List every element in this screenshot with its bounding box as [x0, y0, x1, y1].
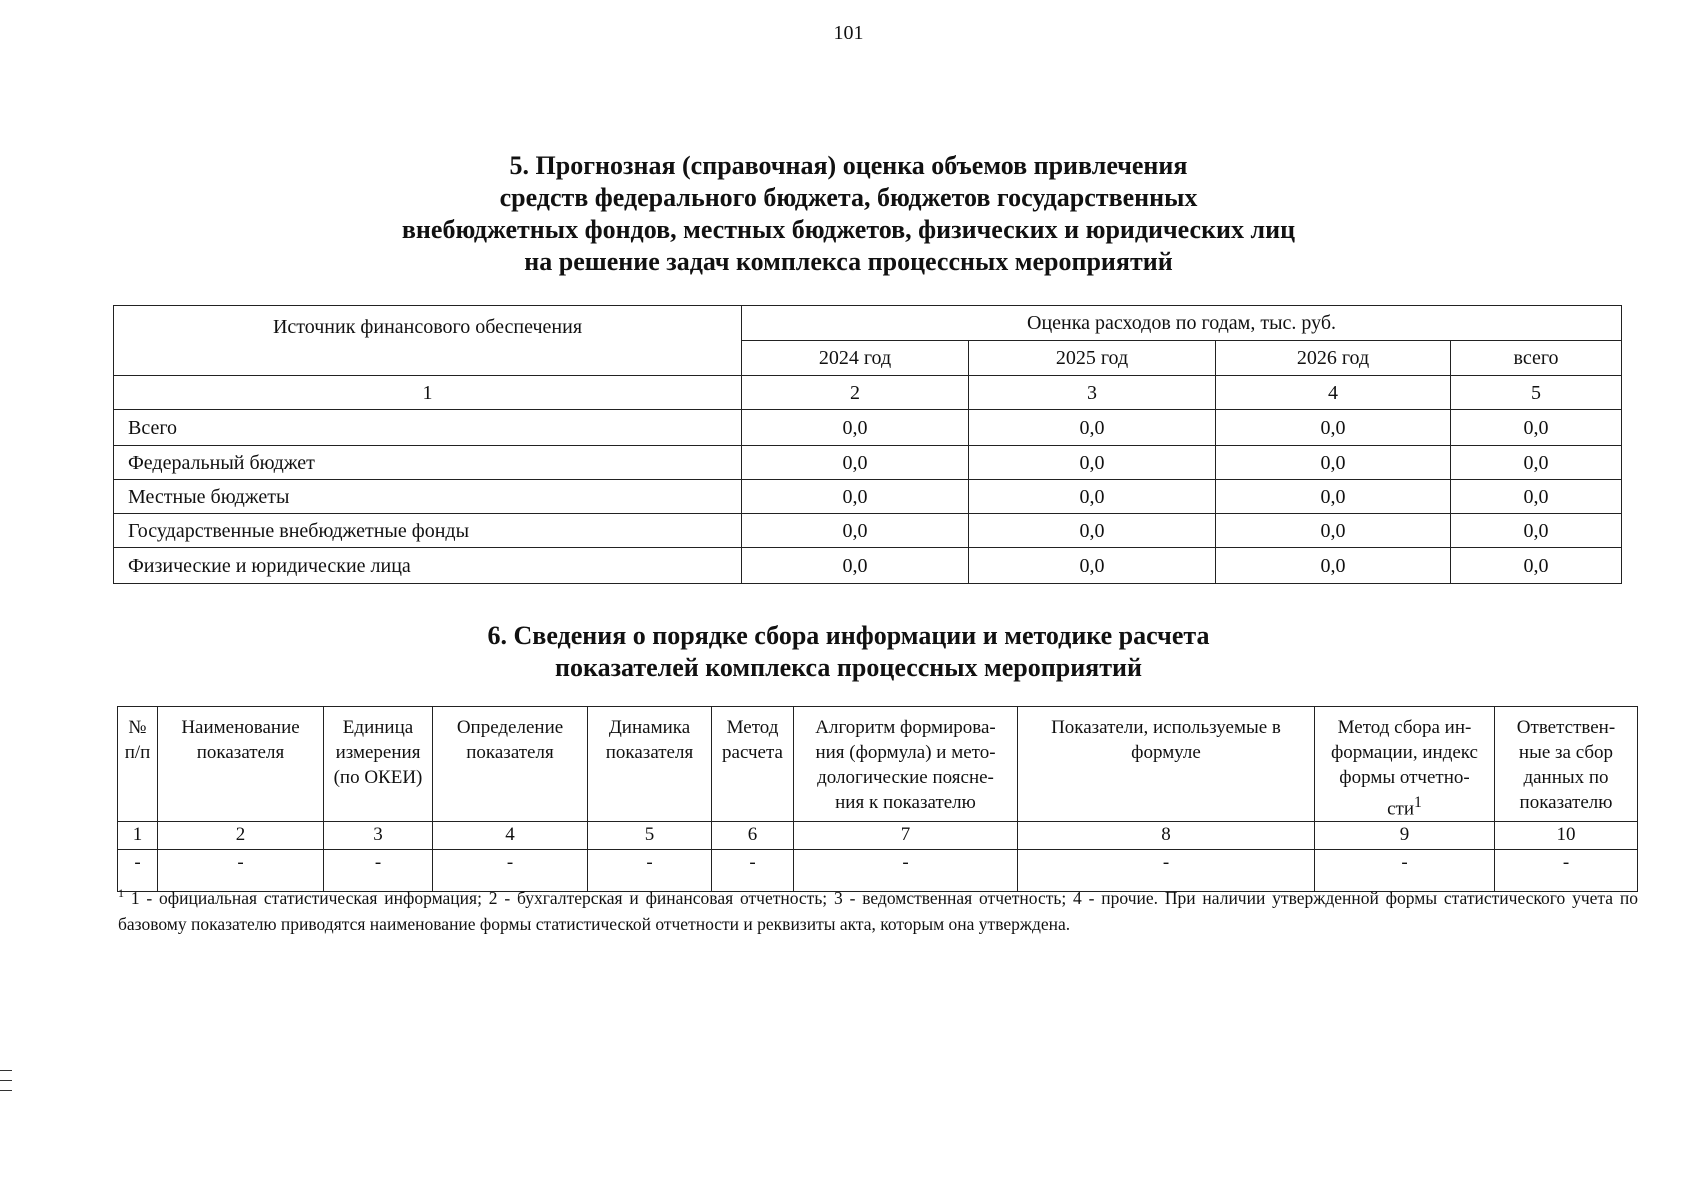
value-cell: 0,0 — [1216, 480, 1451, 514]
table-row — [114, 514, 1622, 548]
table-row — [114, 410, 1622, 446]
source-header: Источник финансового обеспечения — [114, 306, 742, 376]
header-line: показателю — [1519, 792, 1613, 813]
source-name: Федеральный бюджет — [114, 446, 742, 480]
footnote-marker: 1 — [118, 886, 124, 900]
header-line: формы отчетно- — [1339, 767, 1470, 788]
header-line: Метод — [726, 717, 779, 738]
section-5-title-line: 5. Прогнозная (справочная) оценка объемов привлечения — [509, 151, 1188, 180]
header-line: показателя — [605, 742, 694, 763]
header-collection-method — [1315, 707, 1495, 822]
column-number: 6 — [712, 822, 794, 850]
table-cell: - — [1495, 850, 1638, 892]
header-number — [118, 707, 158, 822]
table-cell: - — [1018, 850, 1315, 892]
value-cell: 0,0 — [742, 410, 969, 446]
section-6-title — [0, 620, 1697, 684]
column-number: 2 — [742, 376, 969, 410]
margin-mark — [0, 1080, 12, 1081]
value-cell: 0,0 — [1451, 480, 1622, 514]
source-name: Местные бюджеты — [114, 480, 742, 514]
value-cell: 0,0 — [1216, 548, 1451, 584]
header-line: данных по — [1523, 767, 1609, 788]
header-line: формации, индекс — [1331, 742, 1478, 763]
margin-mark — [0, 1070, 12, 1071]
value-cell: 0,0 — [742, 548, 969, 584]
table-row — [114, 548, 1622, 584]
column-number: 9 — [1315, 822, 1495, 850]
table-cell: - — [433, 850, 588, 892]
value-cell: 0,0 — [1451, 548, 1622, 584]
header-line: показателя — [466, 742, 554, 763]
header-line-text: сти — [1387, 798, 1414, 820]
value-cell: 0,0 — [1451, 410, 1622, 446]
column-number: 7 — [794, 822, 1018, 850]
header-dynamics — [588, 707, 712, 822]
value-cell: 0,0 — [1216, 410, 1451, 446]
header-line: Динамика — [608, 717, 691, 738]
header-line: Определение — [456, 717, 564, 738]
value-cell: 0,0 — [969, 410, 1216, 446]
column-number: 3 — [969, 376, 1216, 410]
column-number: 1 — [114, 376, 742, 410]
table-cell: - — [588, 850, 712, 892]
table-cell: - — [158, 850, 324, 892]
header-line: п/п — [124, 742, 151, 763]
table-cell: - — [118, 850, 158, 892]
page-number: 101 — [833, 22, 864, 44]
total-header: всего — [1451, 341, 1622, 376]
header-line: Наименование — [181, 717, 300, 738]
header-line: (по ОКЕИ) — [333, 767, 423, 788]
header-line: Ответствен- — [1516, 717, 1616, 738]
source-name: Всего — [114, 410, 742, 446]
header-line: Метод сбора ин- — [1337, 717, 1472, 738]
header-line: формуле — [1131, 742, 1201, 763]
column-number: 4 — [1216, 376, 1451, 410]
value-cell: 0,0 — [742, 514, 969, 548]
table-row — [114, 480, 1622, 514]
table-cell: - — [712, 850, 794, 892]
section-5-title — [0, 150, 1697, 278]
financing-table — [113, 305, 1622, 584]
section-5-title-line: средств федерального бюджета, бюджетов государственных — [499, 183, 1198, 212]
value-cell: 0,0 — [1216, 514, 1451, 548]
header-line: ния (формула) и мето- — [815, 742, 996, 763]
year-header: 2025 год — [969, 341, 1216, 376]
table-row — [114, 446, 1622, 480]
table-cell: - — [324, 850, 433, 892]
header-line: показателя — [196, 742, 285, 763]
header-algorithm — [794, 707, 1018, 822]
header-line: Единица — [342, 717, 414, 738]
value-cell: 0,0 — [742, 480, 969, 514]
year-header: 2024 год — [742, 341, 969, 376]
column-number: 4 — [433, 822, 588, 850]
header-line: Алгоритм формирова- — [815, 717, 996, 738]
column-number: 1 — [118, 822, 158, 850]
source-name: Физические и юридические лица — [114, 548, 742, 584]
value-cell: 0,0 — [969, 480, 1216, 514]
column-number: 5 — [588, 822, 712, 850]
value-cell: 0,0 — [969, 514, 1216, 548]
header-line: расчета — [722, 742, 783, 763]
value-cell: 0,0 — [1216, 446, 1451, 480]
value-cell: 0,0 — [1451, 446, 1622, 480]
header-indicator-name — [158, 707, 324, 822]
header-line: измерения — [335, 742, 421, 763]
column-number: 8 — [1018, 822, 1315, 850]
year-header: 2026 год — [1216, 341, 1451, 376]
header-line: № — [128, 717, 147, 738]
header-line: ния к показателю — [835, 792, 976, 813]
table-cell: - — [794, 850, 1018, 892]
header-line: дологические поясне- — [817, 767, 994, 788]
footnote-ref: 1 — [1413, 794, 1422, 811]
section-6-title-line: показателей комплекса процессных мероприятий — [555, 653, 1142, 682]
column-number: 3 — [324, 822, 433, 850]
value-cell: 0,0 — [1451, 514, 1622, 548]
estimate-header: Оценка расходов по годам, тыс. руб. — [742, 306, 1622, 341]
header-unit — [324, 707, 433, 822]
value-cell: 0,0 — [969, 446, 1216, 480]
source-name: Государственные внебюджетные фонды — [114, 514, 742, 548]
header-formula-indicators — [1018, 707, 1315, 822]
header-line: Показатели, используемые в — [1051, 717, 1281, 738]
table-cell: - — [1315, 850, 1495, 892]
column-number: 2 — [158, 822, 324, 850]
header-definition — [433, 707, 588, 822]
methodology-table — [117, 706, 1638, 892]
margin-mark — [0, 1090, 12, 1091]
column-number: 5 — [1451, 376, 1622, 410]
section-5-title-line: внебюджетных фондов, местных бюджетов, физических и юридических лиц — [401, 215, 1296, 244]
footnote — [118, 880, 1638, 937]
header-calc-method — [712, 707, 794, 822]
footnote-text: 1 - официальная статистическая информация; 2 - бухгалтерская и финансовая отчетность; 3 - ведомственная отчетность; 4 - прочие. При наличии утвержденной формы статистического учета по базовому показателю приводятся наименование формы статистической отчетности и реквизиты акта, которым она утверждена. — [118, 887, 1638, 934]
value-cell: 0,0 — [742, 446, 969, 480]
section-5-title-line: на решение задач комплекса процессных мероприятий — [524, 247, 1173, 276]
column-number: 10 — [1495, 822, 1638, 850]
value-cell: 0,0 — [969, 548, 1216, 584]
section-6-title-line: 6. Сведения о порядке сбора информации и методике расчета — [487, 621, 1210, 650]
header-line: ные за сбор — [1518, 742, 1614, 763]
header-line — [1315, 790, 1494, 821]
header-responsible — [1495, 707, 1638, 822]
